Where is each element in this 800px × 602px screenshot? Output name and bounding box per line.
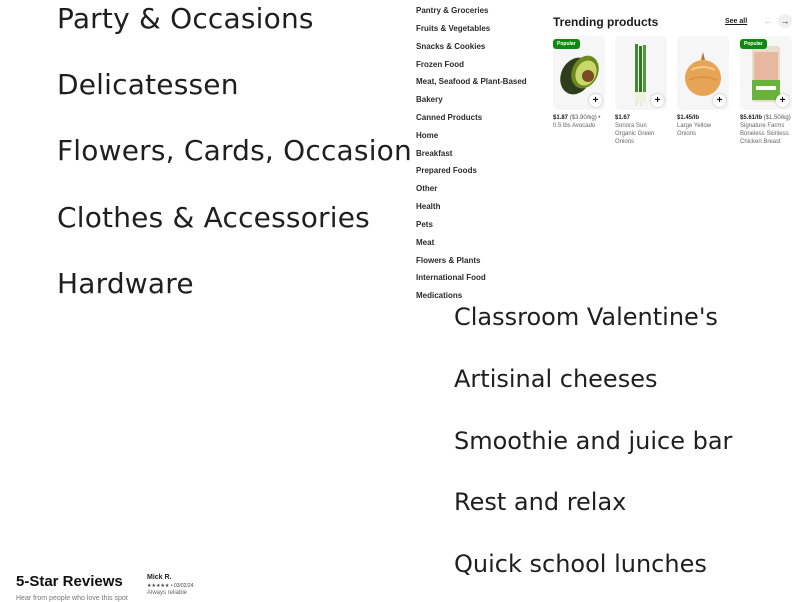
product-price: [615, 114, 667, 122]
menu-item-bakery[interactable]: Bakery: [416, 95, 443, 104]
collection-classroom-valentines[interactable]: Classroom Valentine's: [454, 303, 718, 331]
product-card-green-onions[interactable]: [615, 36, 667, 146]
reviews-title: 5-Star Reviews: [16, 573, 123, 590]
product-name[interactable]: Sonora Sun Organic Green Onions: [615, 123, 655, 145]
price-per-unit: ($3.90/kg) •: [569, 115, 601, 121]
reviews-subtitle: Hear from people who love this spot: [16, 595, 128, 602]
menu-item-health[interactable]: Health: [416, 202, 441, 211]
collection-smoothie-juice-bar[interactable]: Smoothie and juice bar: [454, 427, 733, 455]
plus-icon: +: [592, 95, 599, 106]
plus-icon: +: [654, 95, 661, 106]
product-image-chicken-breast[interactable]: [740, 36, 792, 110]
add-to-cart-button[interactable]: [776, 94, 789, 107]
review-text: Always reliable: [147, 590, 188, 596]
review-date: • 03/02/24: [170, 583, 194, 589]
menu-item-snacks[interactable]: Snacks & Cookies: [416, 42, 486, 51]
price-value: $5.61/lb: [740, 115, 763, 121]
product-name[interactable]: Signature Farms Boneless Skinless Chicken Breast: [740, 123, 789, 145]
product-image-green-onions[interactable]: [615, 36, 667, 110]
menu-item-international[interactable]: International Food: [416, 273, 486, 282]
popular-badge: Popular: [553, 39, 580, 49]
product-price: [740, 114, 792, 122]
carousel-next-button[interactable]: [778, 14, 792, 28]
product-price: [553, 114, 605, 122]
big-category-flowers[interactable]: Flowers, Cards, Occasion: [57, 134, 412, 167]
carousel-prev-button[interactable]: [761, 14, 775, 28]
plus-icon: +: [716, 95, 723, 106]
review-rating: [147, 583, 193, 589]
collection-artisinal-cheeses[interactable]: Artisinal cheeses: [454, 365, 658, 393]
price-value: $1.67: [615, 115, 631, 121]
plus-icon: +: [779, 95, 786, 106]
price-value: $1.45/lb: [677, 115, 700, 121]
arrow-right-icon: →: [780, 16, 790, 26]
big-category-hardware[interactable]: Hardware: [57, 267, 194, 300]
menu-item-meat-seafood[interactable]: Meat, Seafood & Plant-Based: [416, 77, 527, 86]
add-to-cart-button[interactable]: [589, 94, 602, 107]
product-image-yellow-onions[interactable]: [677, 36, 729, 110]
trending-title: Trending products: [553, 15, 659, 29]
menu-item-frozen[interactable]: Frozen Food: [416, 60, 464, 69]
big-category-party[interactable]: Party & Occasions: [57, 2, 314, 35]
collection-rest-and-relax[interactable]: Rest and relax: [454, 488, 627, 516]
product-card-yellow-onions[interactable]: [677, 36, 729, 138]
price-per-unit: ($1.50/kg): [763, 115, 791, 121]
add-to-cart-button[interactable]: [713, 94, 726, 107]
product-image-avocado[interactable]: [553, 36, 605, 110]
menu-item-prepared[interactable]: Prepared Foods: [416, 166, 477, 175]
add-to-cart-button[interactable]: [651, 94, 664, 107]
big-category-delicatessen[interactable]: Delicatessen: [57, 68, 239, 101]
big-category-clothes[interactable]: Clothes & Accessories: [57, 201, 370, 234]
star-icon: ★★★★★: [147, 583, 170, 589]
menu-item-medications[interactable]: Medications: [416, 291, 463, 300]
reviewer-name: Mick R.: [147, 574, 172, 581]
menu-item-meat[interactable]: Meat: [416, 238, 435, 247]
arrow-left-icon: ←: [763, 16, 773, 26]
price-value: $1.87: [553, 115, 569, 121]
menu-item-pets[interactable]: Pets: [416, 220, 433, 229]
collection-quick-school-lunches[interactable]: Quick school lunches: [454, 550, 707, 578]
menu-item-canned[interactable]: Canned Products: [416, 113, 483, 122]
product-price: [677, 114, 729, 122]
menu-item-pantry[interactable]: Pantry & Groceries: [416, 6, 489, 15]
product-name[interactable]: Large Yellow Onions: [677, 123, 712, 137]
menu-item-other[interactable]: Other: [416, 184, 438, 193]
product-card-avocado[interactable]: [553, 36, 605, 130]
menu-item-fruits[interactable]: Fruits & Vegetables: [416, 24, 491, 33]
menu-item-home[interactable]: Home: [416, 131, 439, 140]
popular-badge: Popular: [740, 39, 767, 49]
menu-item-breakfast[interactable]: Breakfast: [416, 149, 453, 158]
product-card-chicken-breast[interactable]: [740, 36, 792, 146]
product-name[interactable]: 0.5 lbs Avocado: [553, 123, 596, 129]
see-all-link[interactable]: See all: [725, 18, 748, 25]
menu-item-flowers[interactable]: Flowers & Plants: [416, 256, 481, 265]
